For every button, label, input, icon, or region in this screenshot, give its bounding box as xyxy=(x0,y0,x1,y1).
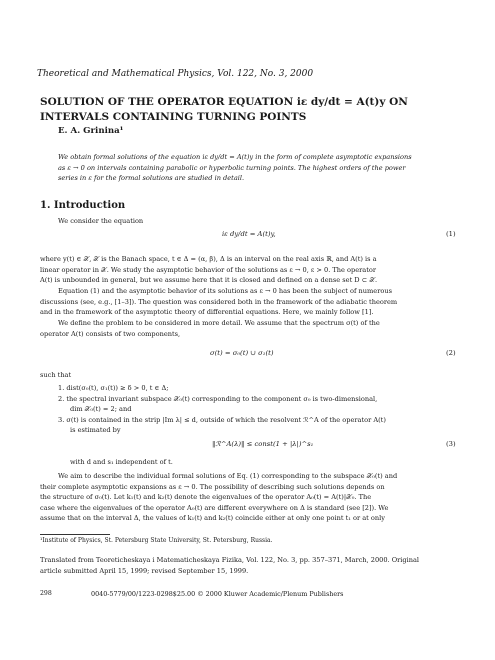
paragraph-line: and in the framework of the asymptotic theory of differential equations. Here, we mainly follow [1]. xyxy=(40,308,374,316)
article-title xyxy=(40,95,460,125)
condition-list xyxy=(58,383,460,436)
paragraph-line: Equation (1) and the asymptotic behavior of its solutions as ε → 0 has been the subject of numerous xyxy=(58,287,392,295)
translation-note-line: Translated from Teoreticheskaya i Matematicheskaya Fizika, Vol. 122, No. 3, pp. 357–371, March, 2000. Original xyxy=(40,556,419,564)
paragraph-line: operator A(t) consists of two components, xyxy=(40,329,181,338)
journal-header: Theoretical and Mathematical Physics, Vol. 122, No. 3, 2000 xyxy=(37,69,314,79)
paragraph-line: their complete asymptotic expansions as ε → 0. The possibility of describing such solutions depends on xyxy=(40,482,385,491)
equation-number: (3) xyxy=(446,440,456,448)
translation-note-line: article submitted April 15, 1999; revised September 15, 1999. xyxy=(40,566,249,575)
condition-item: 2. the spectral invariant subspace 𝒳₀(t) corresponding to the component σ₀ is two-dimensional, xyxy=(58,394,378,403)
paragraph-line: linear operator in 𝒳. We study the asymptotic behavior of the solutions as ε → 0, ε > 0. The operator xyxy=(40,265,376,274)
equation-3: ‖ℛ^A(λ)‖ ≤ const(1 + |λ|)^s₁ xyxy=(212,440,314,448)
condition-item: 3. σ(t) is contained in the strip |Im λ| ≤ d, outside of which the resolvent ℛ^A of the operator A(t) xyxy=(58,415,386,424)
paragraph: such that xyxy=(40,371,72,379)
condition-item: is estimated by xyxy=(70,426,121,434)
section-heading: 1. Introduction xyxy=(40,200,126,211)
paragraph-line: assume that on the interval Δ, the values of k₁(t) and k₂(t) coincide either at only one point t₁ or at only xyxy=(40,514,385,522)
abstract-line: as ε → 0 on intervals containing parabolic or hyperbolic turning points. The highest orders of the power xyxy=(58,163,406,172)
equation-number: (1) xyxy=(446,230,456,238)
abstract xyxy=(58,152,453,184)
paragraph xyxy=(40,471,460,524)
paragraph: with d and s₁ independent of t. xyxy=(70,458,173,466)
footnote: ¹Institute of Physics, St. Petersburg State University, St. Petersburg, Russia. xyxy=(40,537,273,544)
footnote-rule xyxy=(40,534,110,535)
equation-2: σ(t) = σ₀(t) ∪ σ₁(t) xyxy=(210,349,274,357)
equation-1: iε dy/dt = A(t)y, xyxy=(222,230,276,238)
title-line: SOLUTION OF THE OPERATOR EQUATION iε dy/dt = A(t)y ON xyxy=(40,96,408,108)
title-line: INTERVALS CONTAINING TURNING POINTS xyxy=(40,111,307,123)
paragraph xyxy=(40,286,460,318)
paragraph-line: case where the eigenvalues of the operator A₀(t) are different everywhere on Δ is standard (see [2]). We xyxy=(40,503,389,512)
paragraph-line: discussions (see, e.g., [1–3]). The question was considered both in the framework of the adiabatic theorem xyxy=(40,297,398,306)
paragraph-line: We aim to describe the individual formal solutions of Eq. (1) corresponding to the subspace 𝒳₀(t) and xyxy=(58,472,398,480)
equation-number: (2) xyxy=(446,349,456,357)
paragraph-line: A(t) is unbounded in general, but we assume here that it is closed and defined on a dense set D ⊂ 𝒳. xyxy=(40,276,378,284)
paragraph xyxy=(40,318,460,339)
paragraph-line: where y(t) ∈ 𝒳, 𝒳 is the Banach space, t ∈ Δ = (α, β), Δ is an interval on the real axis ℝ, and A(t) is a xyxy=(40,255,377,263)
author: E. A. Grinina¹ xyxy=(58,126,124,136)
abstract-line: series in ε for the formal solutions are studied in detail. xyxy=(58,174,245,182)
paragraph xyxy=(40,254,460,286)
condition-item: 1. dist(σ₀(t), σ₁(t)) ≥ δ > 0, t ∈ Δ; xyxy=(58,384,169,392)
abstract-line: We obtain formal solutions of the equation iε dy/dt = A(t)y in the form of complete asymptotic expansions xyxy=(58,153,412,161)
paragraph: We consider the equation xyxy=(58,217,144,225)
paragraph-line: We define the problem to be considered in more detail. We assume that the spectrum σ(t) of the xyxy=(58,319,380,327)
page-number: 298 xyxy=(40,590,52,597)
condition-item: dim 𝒳₀(t) = 2; and xyxy=(70,405,132,413)
paragraph-line: the structure of σ₀(t). Let k₁(t) and k₂(t) denote the eigenvalues of the operator A₀(t) = A(t)|𝒳₀. The xyxy=(40,493,372,501)
translation-note xyxy=(40,555,460,576)
copyright-line: 0040-5779/00/1223-0298$25.00 © 2000 Kluwer Academic/Plenum Publishers xyxy=(91,590,344,598)
